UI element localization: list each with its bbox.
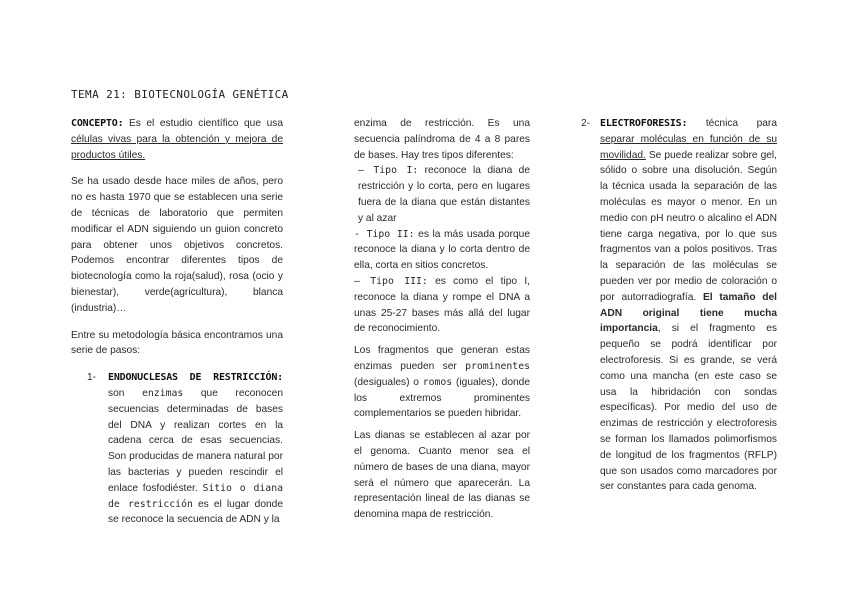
tipo-2-text: es la más usada porque reconoce la diana y lo corta dentro de ella, corta en sitios concretos. [354,228,530,272]
concepto-label: CONCEPTO: [71,118,124,129]
column-3 [581,116,777,495]
endonucleasas-label: ENDONUCLESAS DE RESTRICCIÓN: [108,372,283,384]
enzimas-handwritten: enzimas [142,387,184,399]
list-number: 2- [581,118,591,129]
history-paragraph: Se ha usado desde hace miles de años, pero no es hasta 1970 que se establecen una serie de técnicas de laboratorio que permiten modificar el ADN siguiendo un guion concreto para obtener unos objetivos concretos. Podemos encontrar diferentes tipos de biotecnología como la roja(salud), rosa (ocio y bienestar), verde(agricultura), blanca (industria)… [71,176,283,314]
page-title: TEMA 21: BIOTECNOLOGÍA GENÉTICA [71,88,289,101]
concepto-text: Es el estudio científico que usa [123,118,283,129]
electroforesis-underlined: separar moléculas en función de su movilidad. [600,133,777,161]
electroforesis-text-1: técnica para [687,118,777,129]
electroforesis-text-3: , si el fragmento es pequeño se podrá identificar por electroforesis. Si es grande, se verá como una mancha (en este caso se usa la hibridación con sondas específicas). Por medio del uso de enzimas de restricción y electroforesis se forman los llamados polimorfismos de longitud de los fragmentos (RFLP) que son usados como marcadores por ser constantes para cada genoma. [600,323,777,493]
dianas-paragraph: Las dianas se establecen al azar por el genoma. Cuanto menor sea el número de bases de una diana, mayor será el número que aparecerán. La representación lineal de las dianas se denomina mapa de restricción. [354,430,530,521]
electroforesis-text [600,116,777,495]
concepto-underlined: células vivas para la obtención y mejora de productos útiles. [71,133,283,161]
list-number: 1- [87,372,97,384]
tipo-1-text: reconoce la diana de restricción y lo corta, pero en lugares fuera de la diana que están distantes y al azar [358,165,530,224]
column-1 [71,116,283,528]
concepto-paragraph [71,116,283,163]
restriction-enzyme-paragraph: enzima de restricción. Es una secuencia palíndroma de 4 a 8 pares de bases. Hay tres tipos diferentes: [354,118,530,161]
list-item-electroforesis [581,116,777,495]
electroforesis-label: ELECTROFORESIS: [600,118,688,129]
column-2 [354,116,530,523]
endonucleasas-text-3: es el lugar donde se reconoce la secuencia de ADN y la [108,498,284,526]
sitio-diana-handwritten: Sitio o diana de restricción [108,482,283,510]
list-item-endonucleasas [71,370,283,528]
prominentes-handwritten: prominentes [465,360,530,372]
romos-handwritten: romos [422,376,453,388]
tipo-1-label: – Tipo I: [358,165,419,177]
fragmentos-text-1: Los fragmentos que generan estas enzimas pueden ser [354,345,530,372]
tipo-3-paragraph [354,274,530,337]
methodology-paragraph: Entre su metodología básica encontramos una serie de pasos: [71,329,283,357]
tipo-1-paragraph [354,163,530,226]
tipo-2-label: - Tipo II: [354,228,415,240]
endonucleasas-text-1: son [108,387,142,399]
electroforesis-text-2: Se puede realizar sobre gel, sólido o sobre una disolución. Según la técnica usada la separación de las moléculas es mayor o menor. En un medio con pH neutro o alcalino el ADN tiene carga negativa, por lo que sus fragmentos van a polos positivos. Tras la separación de las moléculas se pueden ver por medio de coloración o por autorradiografía. [600,149,777,303]
endonucleasas-text-2: que reconocen secuencias determinadas de bases del DNA y realizan cortes en la cadena cerca de esas secuencias. Son producidas de manera natural por las bacterias y pueden rescindir el enlace fosfodiéster. [108,387,283,494]
fragmentos-text-3: (iguales), donde los extremos prominentes complementarios se pueden hibridar. [354,376,530,420]
electroforesis-bold: El tamaño del ADN original tiene mucha importancia [600,291,777,335]
tipo-3-text: es como el tipo I, reconoce la diana y rompe el DNA a unas 25-27 bases más allá del lugar de reconocimiento. [354,275,530,335]
fragmentos-paragraph [354,343,530,422]
fragmentos-text-2: (desiguales) o [354,376,423,388]
endonucleasas-text [108,370,283,528]
tipo-2-paragraph [354,227,530,274]
tipo-3-label: – Tipo III: [354,275,428,287]
